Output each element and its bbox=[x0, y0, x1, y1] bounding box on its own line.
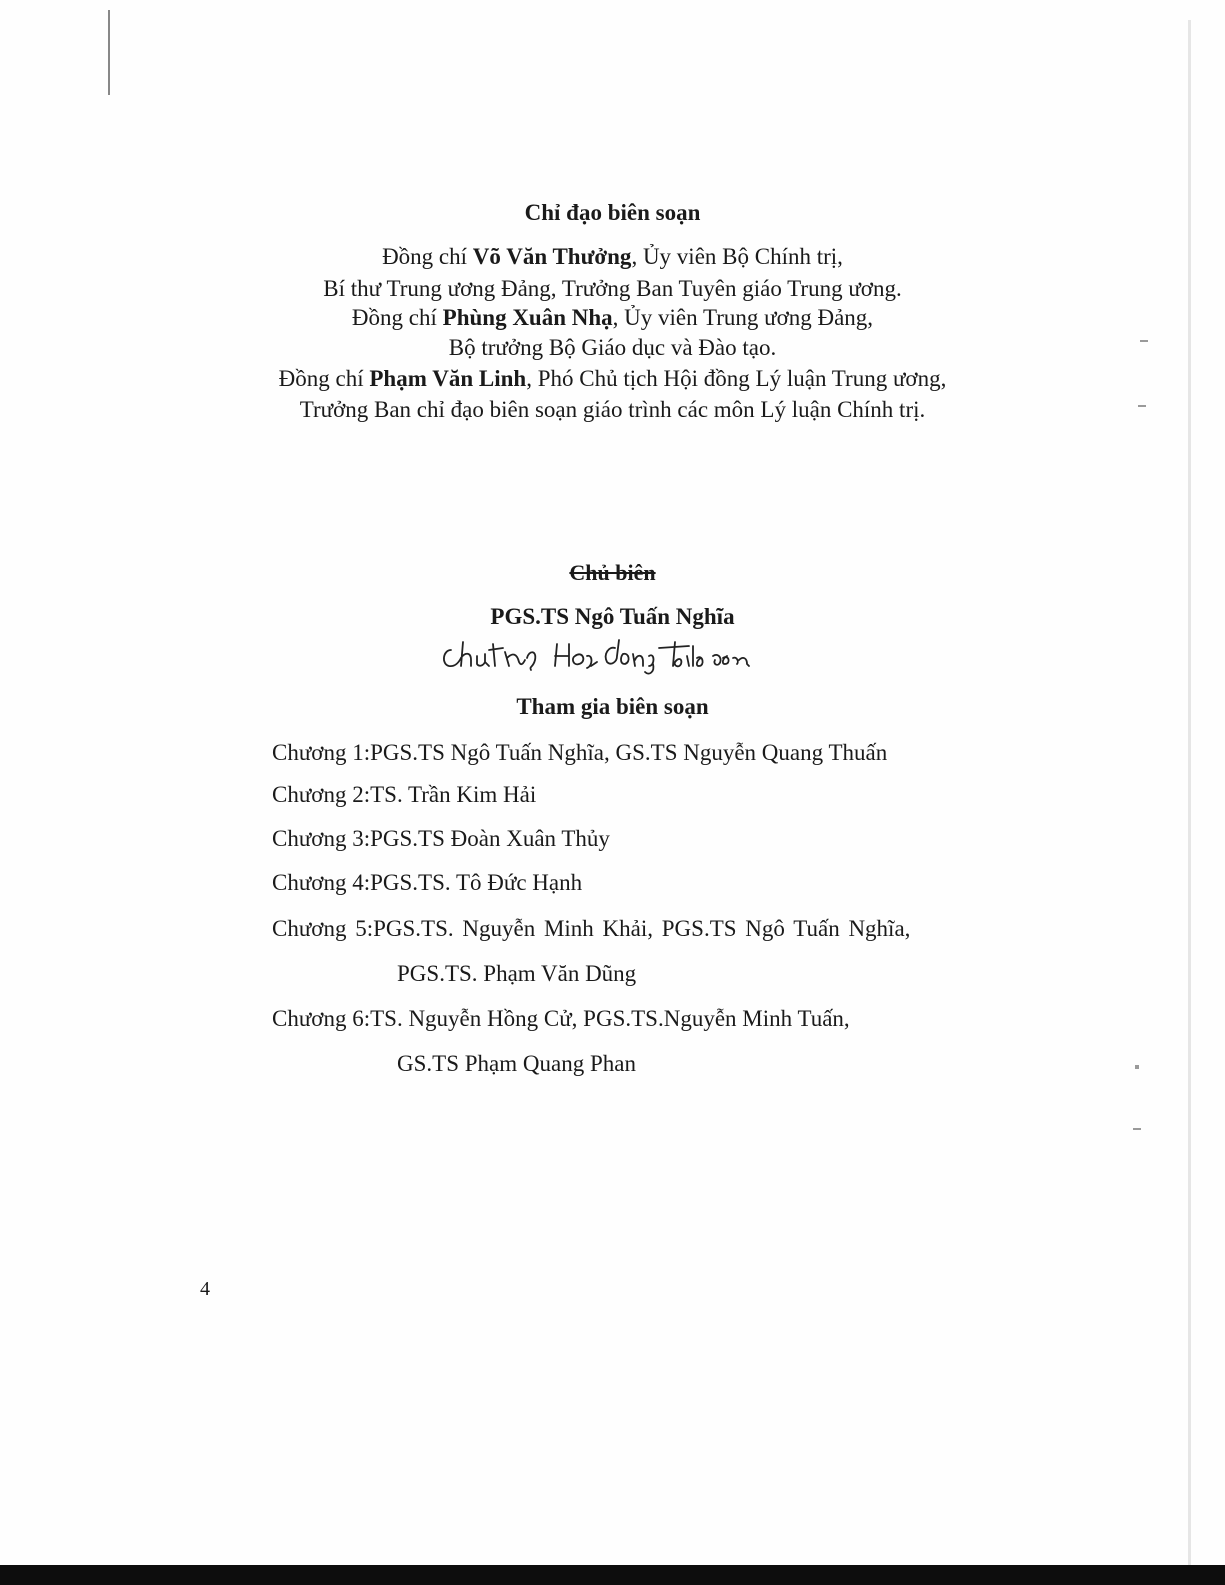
chapter-entry: Chương 2:TS. Trần Kim Hải bbox=[272, 782, 537, 807]
chapter-entry: Chương 3:PGS.TS Đoàn Xuân Thủy bbox=[272, 826, 610, 851]
editor-name: PGS.TS Ngô Tuấn Nghĩa bbox=[490, 604, 735, 629]
direction-line: Bí thư Trung ương Đảng, Trưởng Ban Tuyên giáo Trung ương. bbox=[323, 276, 902, 301]
chapter-entry: Chương 5:PGS.TS. Nguyễn Minh Khải, PGS.TS Ngô Tuấn Nghĩa, bbox=[272, 916, 911, 941]
direction-line: Đồng chí Phạm Văn Linh, Phó Chủ tịch Hội đồng Lý luận Trung ương, bbox=[278, 366, 947, 391]
scan-bottom-edge bbox=[0, 1565, 1225, 1585]
scan-speck bbox=[1135, 1065, 1139, 1069]
scan-artifact-line bbox=[108, 10, 110, 95]
chapter-entry-continuation: GS.TS Phạm Quang Phan bbox=[397, 1051, 636, 1076]
contributors-heading: Tham gia biên soạn bbox=[516, 694, 709, 719]
chapter-entry: Chương 6:TS. Nguyễn Hồng Cử, PGS.TS.Nguyễn Minh Tuấn, bbox=[272, 1006, 850, 1031]
direction-line: Trưởng Ban chỉ đạo biên soạn giáo trình các môn Lý luận Chính trị. bbox=[299, 397, 926, 422]
chapter-entry: Chương 1:PGS.TS Ngô Tuấn Nghĩa, GS.TS Nguyễn Quang Thuấn bbox=[272, 740, 888, 765]
scan-speck bbox=[1133, 1128, 1141, 1130]
direction-line: Đồng chí Phùng Xuân Nhạ, Ủy viên Trung ương Đảng, bbox=[351, 305, 874, 330]
direction-line: Đồng chí Võ Văn Thưởng, Ủy viên Bộ Chính trị, bbox=[382, 244, 843, 269]
page-number: 4 bbox=[200, 1278, 210, 1300]
direction-heading: Chỉ đạo biên soạn bbox=[524, 200, 701, 225]
handwritten-note bbox=[437, 636, 757, 676]
chapter-entry-continuation: PGS.TS. Phạm Văn Dũng bbox=[397, 961, 637, 986]
chapter-entry: Chương 4:PGS.TS. Tô Đức Hạnh bbox=[272, 870, 583, 895]
editor-heading: Chủ biên bbox=[569, 560, 656, 585]
direction-line: Bộ trưởng Bộ Giáo dục và Đào tạo. bbox=[448, 335, 777, 360]
